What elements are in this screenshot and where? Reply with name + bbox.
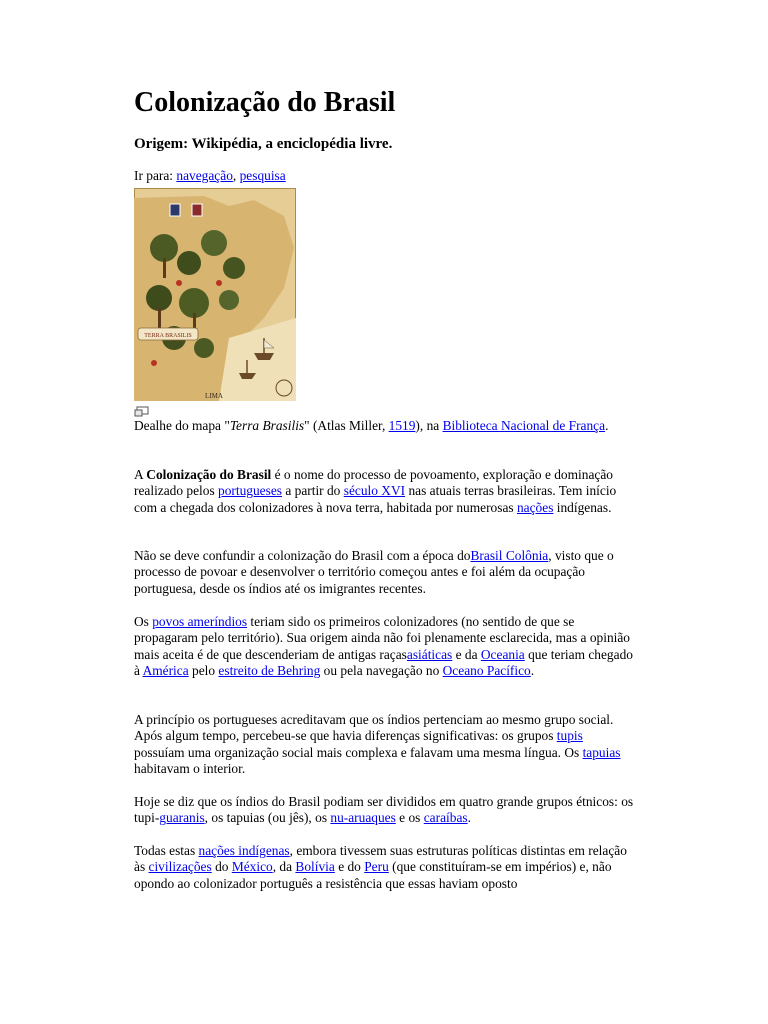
paragraph-brasil-colonia: Não se deve confundir a colonização do Brasil com a época doBrasil Colônia, visto que o processo de povoar e desenvolver o território começou antes e foi além da ocupação portuguesa, desde os índios até os imigrantes recentes.: [134, 548, 614, 596]
paragraph-nacoes-indigenas: Todas estas nações indígenas, embora tivessem suas estruturas políticas distintas em relação às civilizações do México, da Bolívia e do Peru (que constituíram-se em impérios) e, não opondo ao colonizador português a resistência que essas haviam oposto: [134, 843, 627, 891]
paragraph-povos-amerindios: Os povos ameríndios teriam sido os primeiros colonizadores (no sentido de que se propagaram pelo território). Sua origem ainda não foi plenamente esclarecida, mas a opinião mais aceita é de que descenderiam de antigas raçasasiáticas e da Oceania que teriam chegado à América pelo estreito de Behring ou pela navegação no Oceano Pacífico.: [134, 614, 633, 678]
year-1519-link[interactable]: 1519: [388, 418, 416, 433]
nu-aruaques-link[interactable]: nu-aruaques: [330, 810, 396, 826]
estreito-de-behring-link[interactable]: estreito de Behring: [218, 662, 321, 678]
povos-amerindios-link[interactable]: povos ameríndios: [152, 614, 248, 629]
page-subtitle: Origem: Wikipédia, a enciclopédia livre.: [134, 136, 393, 152]
tupis-link[interactable]: tupis: [556, 728, 583, 744]
navigation-link[interactable]: navegação: [176, 168, 233, 183]
oceania-link[interactable]: Oceania: [480, 646, 525, 662]
biblioteca-nacional-link[interactable]: Biblioteca Nacional de França: [442, 418, 606, 433]
jump-links: Ir para: navegação, pesquisa: [134, 168, 286, 183]
caraibas-link[interactable]: caraíbas: [423, 810, 468, 826]
map-scroll-text: TERRA BRASILIS: [144, 333, 192, 339]
caption-italic-title: Terra Brasilis: [229, 418, 305, 433]
search-link[interactable]: pesquisa: [239, 168, 286, 183]
mexico-link[interactable]: México: [231, 859, 273, 875]
nacoes-link[interactable]: nações: [516, 499, 554, 515]
oceano-pacifico-link[interactable]: Oceano Pacífico: [442, 662, 531, 678]
nacoes-indigenas-link[interactable]: nações indígenas: [198, 843, 290, 858]
tapuias-link[interactable]: tapuias: [582, 744, 621, 760]
seculo-xvi-link[interactable]: século XVI: [343, 483, 406, 499]
paragraph-grupos-etnicos: Hoje se diz que os índios do Brasil podiam ser divididos em quatro grande grupos étnicos: os tupi-guaranis, os tapuias (ou jês), os nu-aruaques e os caraíbas.: [134, 794, 634, 826]
bold-term: Colonização do Brasil: [146, 467, 272, 482]
image-caption: Dealhe do mapa "Terra Brasilis" (Atlas Miller, 1519), na Biblioteca Nacional de França.: [134, 418, 609, 433]
asiaticas-link[interactable]: asiáticas: [406, 646, 453, 662]
america-link[interactable]: América: [142, 662, 189, 678]
brasil-colonia-link[interactable]: Brasil Colônia: [470, 548, 549, 563]
bolivia-link[interactable]: Bolívia: [295, 859, 335, 875]
enlarge-icon[interactable]: [134, 405, 150, 417]
terra-brasilis-map-image[interactable]: [134, 188, 296, 401]
paragraph-tupis-tapuias: A princípio os portugueses acreditavam que os índios pertenciam ao mesmo grupo social. Após algum tempo, percebeu-se que havia diferenças significativas: os grupos tupis possuíam uma organização social mais complexa e falavam uma mesma língua. Os tapuias habitavam o interior.: [134, 712, 621, 776]
jump-prefix: Ir para:: [134, 168, 177, 183]
paragraph-intro: A Colonização do Brasil é o nome do processo de povoamento, exploração e dominação realizado pelos portugueses a partir do século XVI nas atuais terras brasileiras. Tem início com a chegada dos colonizadores à nova terra, habitada por numerosas nações indígenas.: [134, 467, 617, 515]
page-title: Colonização do Brasil: [134, 87, 396, 118]
map-bottom-text: LIMA: [205, 392, 223, 400]
portugueses-link[interactable]: portugueses: [218, 483, 282, 499]
map-illustration: [134, 188, 296, 401]
peru-link[interactable]: Peru: [364, 859, 389, 875]
civilizacoes-link[interactable]: civilizações: [148, 859, 212, 875]
guaranis-link[interactable]: guaranis: [159, 810, 205, 826]
